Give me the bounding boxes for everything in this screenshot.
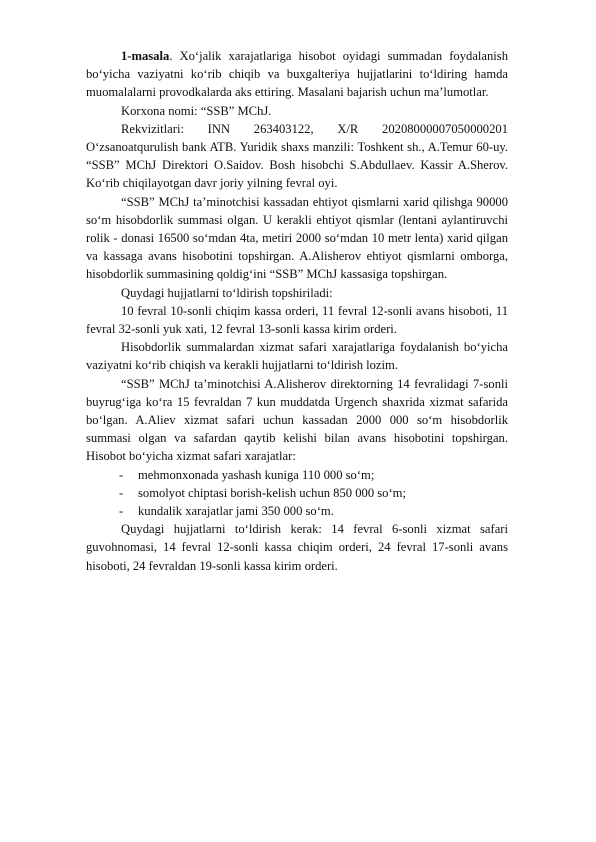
docs-final: Quydagi hujjatlarni to‘ldirish kerak: 14 fevral 6-sonli xizmat safari guvohnomasi, 14 fevral 12-sonli kassa chiqim orderi, 24 fevral 17-sonli avans hisoboti, 24 fevraldan 19-sonli kassa kirim orderi. — [86, 522, 508, 573]
task-intro — [86, 47, 508, 102]
list-item-text: kundalik xarajatlar jami 350 000 so‘m. — [138, 504, 334, 519]
account-label: X/R — [337, 121, 359, 136]
document-body — [86, 47, 508, 575]
list-item — [86, 502, 508, 520]
list-dash: - — [119, 504, 124, 519]
list-item — [86, 466, 508, 484]
docs-list-1: 10 fevral 10-sonli chiqim kassa orderi, 11 fevral 12-sonli avans hisoboti, 11 fevral 32-sonli yuk xati, 12 fevral 13-sonli kassa kirim orderi. — [86, 303, 508, 337]
requisites-label: Rekvizitlari: — [121, 121, 184, 136]
list-item — [86, 484, 508, 502]
account-value: 20208000007050000201 — [382, 121, 508, 136]
travel-intro-paragraph: Hisobdorlik summalardan xizmat safari xarajatlariga foydalanish bo‘yicha vaziyatni ko‘rib chiqish va kerakli hujjatlarni to‘ldirish lozim. — [86, 340, 508, 373]
list-dash: - — [119, 467, 124, 482]
travel-paragraph: “SSB” MChJ ta’minotchisi A.Alisherov direktorning 14 fevralidagi 7-sonli buyrug‘iga ko‘ra 15 fevraldan 7 kun muddatda Urgench shaxrida xizmat safarida bo‘lgan. A.Aliev xizmat safari uchun kassadan 2000 000 so‘m hisobdorlik summasi olgan va safardan qaytib kelishi bilan avans hisobotini topshirgan. Hisobot bo‘yicha xizmat safari xarajatlar: — [86, 376, 508, 464]
list-item-text: somolyot chiptasi borish-kelish uchun 850 000 so‘m; — [138, 485, 406, 500]
requisites-row — [86, 120, 508, 138]
docs-heading-1: Quydagi hujjatlarni to‘ldirish topshiriladi: — [121, 285, 333, 300]
list-item-text: mehmonxonada yashash kuniga 110 000 so‘m; — [138, 467, 375, 482]
task-title: 1-masala — [121, 49, 170, 63]
inn-value: 263403122, — [253, 121, 314, 136]
purchase-paragraph: “SSB” MChJ ta’minotchisi kassadan ehtiyot qismlarni xarid qilishga 90000 so‘m hisobdorlik summasi olgan. U kerakli ehtiyot qismlar (lentani aylantiruvchi rolik - donasi 16500 so‘mdan 4ta, metiri 2000 so‘mdan 10 metr lenta) xarid qilgan va kassaga avans hisobotini topshirgan. A.Alisherov ehtiyot qismlarni omborga, hisobdorlik summasining qoldig‘ini “SSB” MChJ kassasiga topshirgan. — [86, 194, 508, 282]
list-dash: - — [119, 485, 124, 500]
company-name: Korxona nomi: “SSB” MChJ. — [121, 103, 272, 118]
inn-label: INN — [207, 121, 231, 136]
expenses-list — [86, 466, 508, 521]
task-intro-text: . Xo‘jalik xarajatlariga hisobot oyidagi summadan foydalanish bo‘yicha vaziyatni ko‘rib chiqib va buxgalteriya hujjatlarini to‘ldiring hamda muomalalarni provodkalarda aks ettiring. Masalani bajarish uchun ma’lumotlar. — [86, 49, 508, 100]
requisites-details: O‘zsanoatqurulish bank ATB. Yuridik shaxs manzili: Toshkent sh., A.Temur 60-uy. “SSB” MChJ Direktori O.Saidov. Bosh hisobchi S.Abdullaev. Kassir A.Sherov. Ko‘rib chiqilayotgan davr joriy yilning fevral oyi. — [86, 140, 508, 191]
